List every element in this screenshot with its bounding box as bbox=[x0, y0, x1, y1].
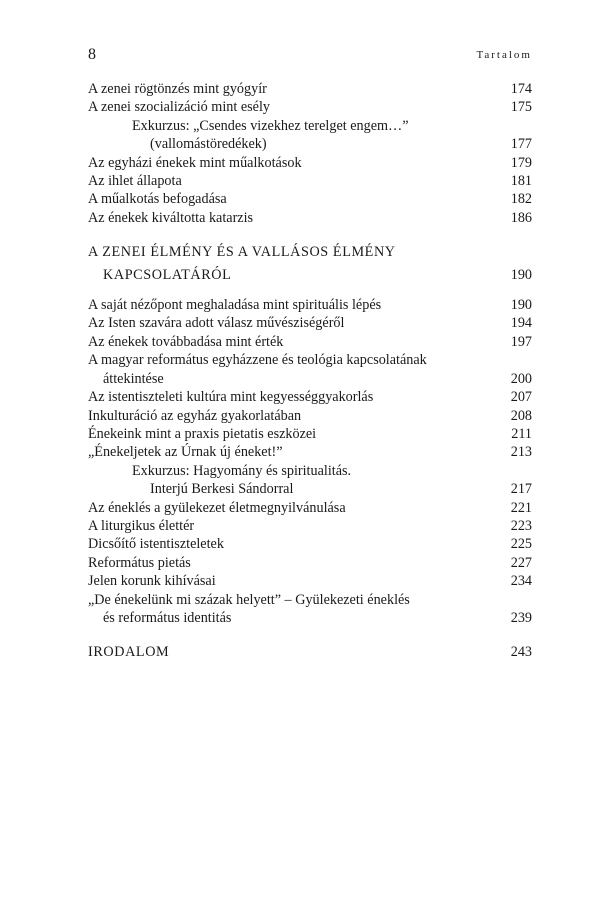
toc-entry bbox=[88, 517, 532, 535]
toc-title: A műalkotás befogadása bbox=[88, 191, 227, 208]
toc-entry bbox=[88, 154, 532, 172]
toc-page: 182 bbox=[510, 191, 532, 208]
toc-title: és református identitás bbox=[103, 609, 232, 626]
toc-title: KAPCSOLATÁRÓL bbox=[103, 266, 232, 283]
toc-entry bbox=[88, 480, 532, 498]
toc-page: 181 bbox=[510, 173, 532, 190]
toc-title: Dicsőítő istentiszteletek bbox=[88, 536, 224, 553]
toc-entry bbox=[88, 591, 532, 609]
toc-page: 194 bbox=[510, 315, 532, 332]
toc-title: Énekeink mint a praxis pietatis eszközei bbox=[88, 425, 317, 442]
toc-entry bbox=[88, 98, 532, 116]
toc-section-heading bbox=[88, 643, 532, 661]
toc-title: (vallomástöredékek) bbox=[150, 136, 267, 153]
toc-entry bbox=[88, 117, 532, 135]
toc-entry bbox=[88, 554, 532, 572]
toc-entry bbox=[88, 572, 532, 590]
toc-entry bbox=[88, 443, 532, 461]
toc-entry bbox=[88, 314, 532, 332]
toc-title: Az istentiszteleti kultúra mint kegyességgyakorlás bbox=[88, 389, 374, 406]
toc-title: Az Isten szavára adott válasz művésziségéről bbox=[88, 315, 345, 332]
toc-entry bbox=[88, 333, 532, 351]
toc-page: 200 bbox=[510, 370, 532, 387]
toc-page: 217 bbox=[510, 481, 532, 498]
toc-entry bbox=[88, 209, 532, 227]
toc-page: 197 bbox=[510, 333, 532, 350]
toc-title: IRODALOM bbox=[88, 644, 170, 661]
toc-entry bbox=[88, 462, 532, 480]
toc-section-heading bbox=[88, 266, 532, 284]
toc-title: A ZENEI ÉLMÉNY ÉS A VALLÁSOS ÉLMÉNY bbox=[88, 244, 396, 261]
toc-entry bbox=[88, 499, 532, 517]
toc-page: 225 bbox=[510, 536, 532, 553]
toc-title: Az egyházi énekek mint műalkotások bbox=[88, 154, 302, 171]
toc-title: Jelen korunk kihívásai bbox=[88, 573, 216, 590]
toc-entry bbox=[88, 190, 532, 208]
toc-page: 239 bbox=[510, 609, 532, 626]
toc-page: 208 bbox=[510, 407, 532, 424]
toc-page: 234 bbox=[510, 573, 532, 590]
toc-page: 227 bbox=[510, 554, 532, 571]
toc-title: Interjú Berkesi Sándorral bbox=[150, 481, 294, 498]
toc-page: 211 bbox=[511, 425, 532, 442]
toc-title: Exkurzus: Hagyomány és spiritualitás. bbox=[132, 462, 352, 479]
toc-title: Az éneklés a gyülekezet életmegnyilvánulása bbox=[88, 499, 346, 516]
toc-page: 177 bbox=[510, 136, 532, 153]
toc-entry bbox=[88, 535, 532, 553]
toc-title: „De énekelünk mi százak helyett” – Gyülekezeti éneklés bbox=[88, 591, 410, 608]
toc-entry bbox=[88, 609, 532, 627]
toc-page: 179 bbox=[510, 154, 532, 171]
toc-title: Református pietás bbox=[88, 554, 191, 571]
toc-page: 186 bbox=[510, 209, 532, 226]
toc-page: 221 bbox=[510, 499, 532, 516]
running-head: Tartalom bbox=[476, 49, 532, 61]
toc-page: 223 bbox=[510, 517, 532, 534]
toc-title: „Énekeljetek az Úrnak új éneket!” bbox=[88, 444, 283, 461]
toc-entry bbox=[88, 351, 532, 369]
toc-title: Az énekek továbbadása mint érték bbox=[88, 333, 284, 350]
toc-title: A liturgikus élettér bbox=[88, 517, 195, 534]
toc-entry bbox=[88, 80, 532, 98]
toc-title: A saját nézőpont meghaladása mint spirituális lépés bbox=[88, 297, 382, 314]
toc-title: áttekintése bbox=[103, 370, 164, 387]
toc-title: A zenei rögtönzés mint gyógyír bbox=[88, 81, 267, 97]
toc-title: A zenei szocializáció mint esély bbox=[88, 99, 270, 116]
page-number: 8 bbox=[88, 46, 96, 63]
toc-page: 190 bbox=[510, 297, 532, 314]
toc-title: Inkulturáció az egyház gyakorlatában bbox=[88, 407, 302, 424]
toc-entry bbox=[88, 296, 532, 314]
toc-title: Az ihlet állapota bbox=[88, 173, 182, 190]
toc-page: 190 bbox=[510, 266, 532, 283]
toc-title: A magyar református egyházzene és teológia kapcsolatának bbox=[88, 352, 427, 369]
toc-title: Exkurzus: „Csendes vizekhez terelget engem…” bbox=[132, 117, 409, 134]
toc-entry bbox=[88, 388, 532, 406]
toc-entry bbox=[88, 370, 532, 388]
toc-title: Az énekek kiváltotta katarzis bbox=[88, 209, 254, 226]
toc-entry bbox=[88, 407, 532, 425]
toc-entry bbox=[88, 425, 532, 443]
toc-page: 175 bbox=[510, 99, 532, 116]
toc-page: 243 bbox=[510, 644, 532, 661]
toc-page: 174 bbox=[510, 81, 532, 97]
table-of-contents bbox=[88, 80, 532, 662]
toc-entry bbox=[88, 172, 532, 190]
toc-page: 207 bbox=[510, 389, 532, 406]
toc-section-heading bbox=[88, 243, 532, 261]
toc-page: 213 bbox=[510, 444, 532, 461]
toc-entry bbox=[88, 135, 532, 153]
